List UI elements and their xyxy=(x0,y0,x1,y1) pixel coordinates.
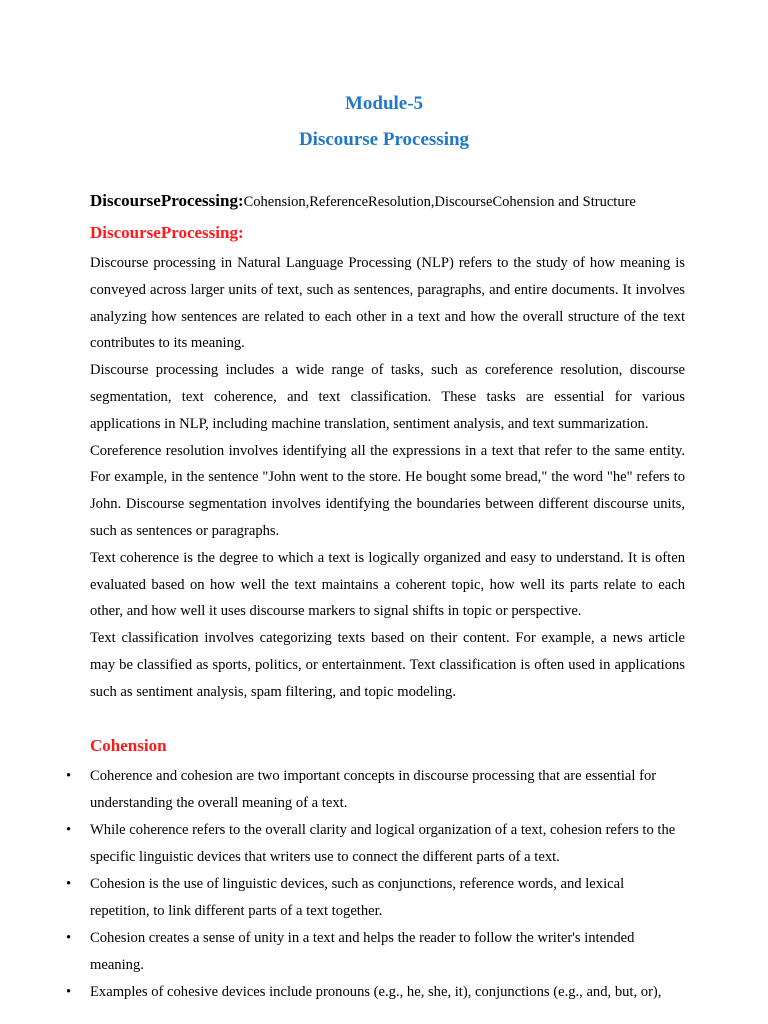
list-item-text: While coherence refers to the overall clarity and logical organization of a text, cohesion refers to the specific linguistic devices that writers use to connect the different parts of a text. xyxy=(90,822,676,865)
bullet-icon: • xyxy=(66,984,72,1001)
cohesion-bullet-list xyxy=(0,763,768,1007)
section-heading-discourse: DiscourseProcessing: xyxy=(90,223,244,242)
topics-line xyxy=(90,191,710,211)
list-item xyxy=(0,979,685,1006)
list-item-text: Cohesion is the use of linguistic devices, such as conjunctions, reference words, and lexical repetition, to link different parts of a text together. xyxy=(90,876,625,919)
list-item xyxy=(0,871,685,925)
list-item-text: Examples of cohesive devices include pronouns (e.g., he, she, it), conjunctions (e.g., and, but, or), xyxy=(90,984,662,1001)
list-item xyxy=(0,817,685,871)
discourse-body xyxy=(90,250,685,706)
module-title: Module-5 xyxy=(344,93,424,114)
bullet-icon: • xyxy=(66,768,72,784)
paragraph: Text classification involves categorizing texts based on their content. For example, a news article may be classified as sports, politics, or entertainment. Text classification is often used in applications such as sentiment analysis, spam filtering, and topic modeling. xyxy=(90,630,685,700)
list-item xyxy=(0,925,685,979)
paragraph: Text coherence is the degree to which a text is logically organized and easy to understand. It is often evaluated based on how well the text maintains a coherent topic, how well its parts relate to each other, and how well it uses discourse markers to signal shifts in topic or perspective. xyxy=(90,549,685,620)
topics-label: DiscourseProcessing: xyxy=(90,191,244,210)
section-heading-cohesion: Cohension xyxy=(90,736,167,755)
bullet-icon: • xyxy=(66,930,72,947)
list-item xyxy=(0,763,685,817)
list-item-text: Coherence and cohesion are two important concepts in discourse processing that are essential for understanding the overall meaning of a text. xyxy=(90,768,657,811)
paragraph: Discourse processing includes a wide range of tasks, such as coreference resolution, discourse segmentation, text coherence, and text classification. These tasks are essential for various applications in NLP, including machine translation, sentiment analysis, and text summarization. xyxy=(90,362,685,432)
list-item-text: Cohesion creates a sense of unity in a text and helps the reader to follow the writer's intended meaning. xyxy=(90,930,635,974)
bullet-icon: • xyxy=(66,822,72,839)
bullet-icon: • xyxy=(66,876,72,893)
page-title: Discourse Processing xyxy=(298,129,470,150)
paragraph: Discourse processing in Natural Language Processing (NLP) refers to the study of how meaning is conveyed across larger units of text, such as sentences, paragraphs, and entire documents. It involves analyzing how sentences are related to each other in a text and how the overall structure of the text contributes to its meaning. xyxy=(90,255,685,352)
paragraph: Coreference resolution involves identifying all the expressions in a text that refer to the same entity. For example, in the sentence "John went to the store. He bought some bread," the word "he" refers to John. Discourse segmentation involves identifying the boundaries between different discourse units, such as sentences or paragraphs. xyxy=(90,442,685,539)
topics-list: Cohension,ReferenceResolution,DiscourseCohension and Structure xyxy=(243,194,636,210)
